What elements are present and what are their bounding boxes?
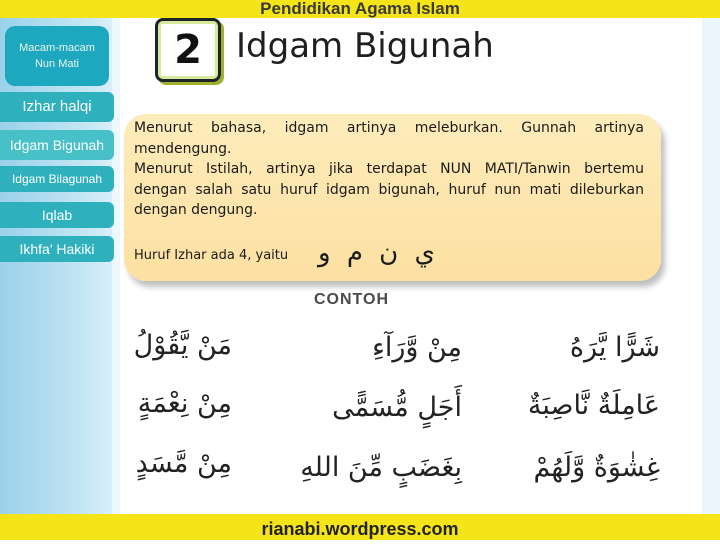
menu-header-line2: Nun Mati: [34, 58, 80, 70]
huruf-letters: ي ن م و: [318, 238, 435, 268]
example-middle-1: مِنْ وَّرَآءِ: [372, 332, 462, 363]
definition-line: dengan dengung.: [134, 202, 258, 218]
sidebar-edge: [112, 18, 120, 514]
menu-item-idgam-bilagunah[interactable]: Idgam Bilagunah: [0, 166, 114, 192]
definition-line: Menurut Istilah, artinya jika terdapat NUN MATI/Tanwin bertemu: [134, 161, 644, 177]
menu-header-line1: Macam-macam: [19, 42, 95, 54]
examples-heading: CONTOH: [314, 291, 390, 308]
menu-item-idgam-bigunah[interactable]: Idgam Bigunah: [0, 130, 114, 160]
huruf-label: Huruf Izhar ada 4, yaitu: [134, 248, 289, 263]
definition-line: Menurut bahasa, idgam artinya meleburkan. Gunnah artinya: [134, 120, 644, 136]
section-number: 2: [155, 18, 221, 82]
definition-text: [134, 118, 644, 221]
menu-item-iqlab[interactable]: Iqlab: [0, 202, 114, 228]
definition-line: mendengung.: [134, 140, 232, 157]
menu-item-izhar-halqi[interactable]: Izhar halqi: [0, 92, 114, 122]
menu-item-ikhfa-hakiki[interactable]: Ikhfa' Hakiki: [0, 236, 114, 262]
example-middle-2: أَجَلٍ مُّسَمًّى: [332, 392, 462, 423]
example-right-2: عَامِلَةٌ نَّاصِبَةٌ: [527, 390, 660, 421]
example-left-2: مِنْ نِعْمَةٍ: [137, 388, 232, 419]
example-right-3: غِشٰوَةٌ وَّلَهُمْ: [533, 452, 660, 483]
right-edge: [702, 18, 720, 514]
top-banner: Pendidikan Agama Islam: [0, 0, 720, 18]
footer-url[interactable]: rianabi.wordpress.com: [0, 514, 720, 540]
example-left-1: مَنْ يَّقُوْلُ: [133, 330, 232, 361]
example-left-3: مِنْ مَّسَدٍ: [135, 448, 232, 479]
definition-line: dengan salah satu huruf idgam bigunah, huruf nun mati dileburkan: [134, 181, 644, 198]
example-middle-3: بِغَضَبٍ مِّنَ اللهِ: [300, 452, 462, 483]
example-right-1: شَرًّا يَّرَهُ: [569, 332, 660, 363]
page-title: Idgam Bigunah: [236, 26, 494, 66]
menu-header[interactable]: [5, 26, 109, 86]
